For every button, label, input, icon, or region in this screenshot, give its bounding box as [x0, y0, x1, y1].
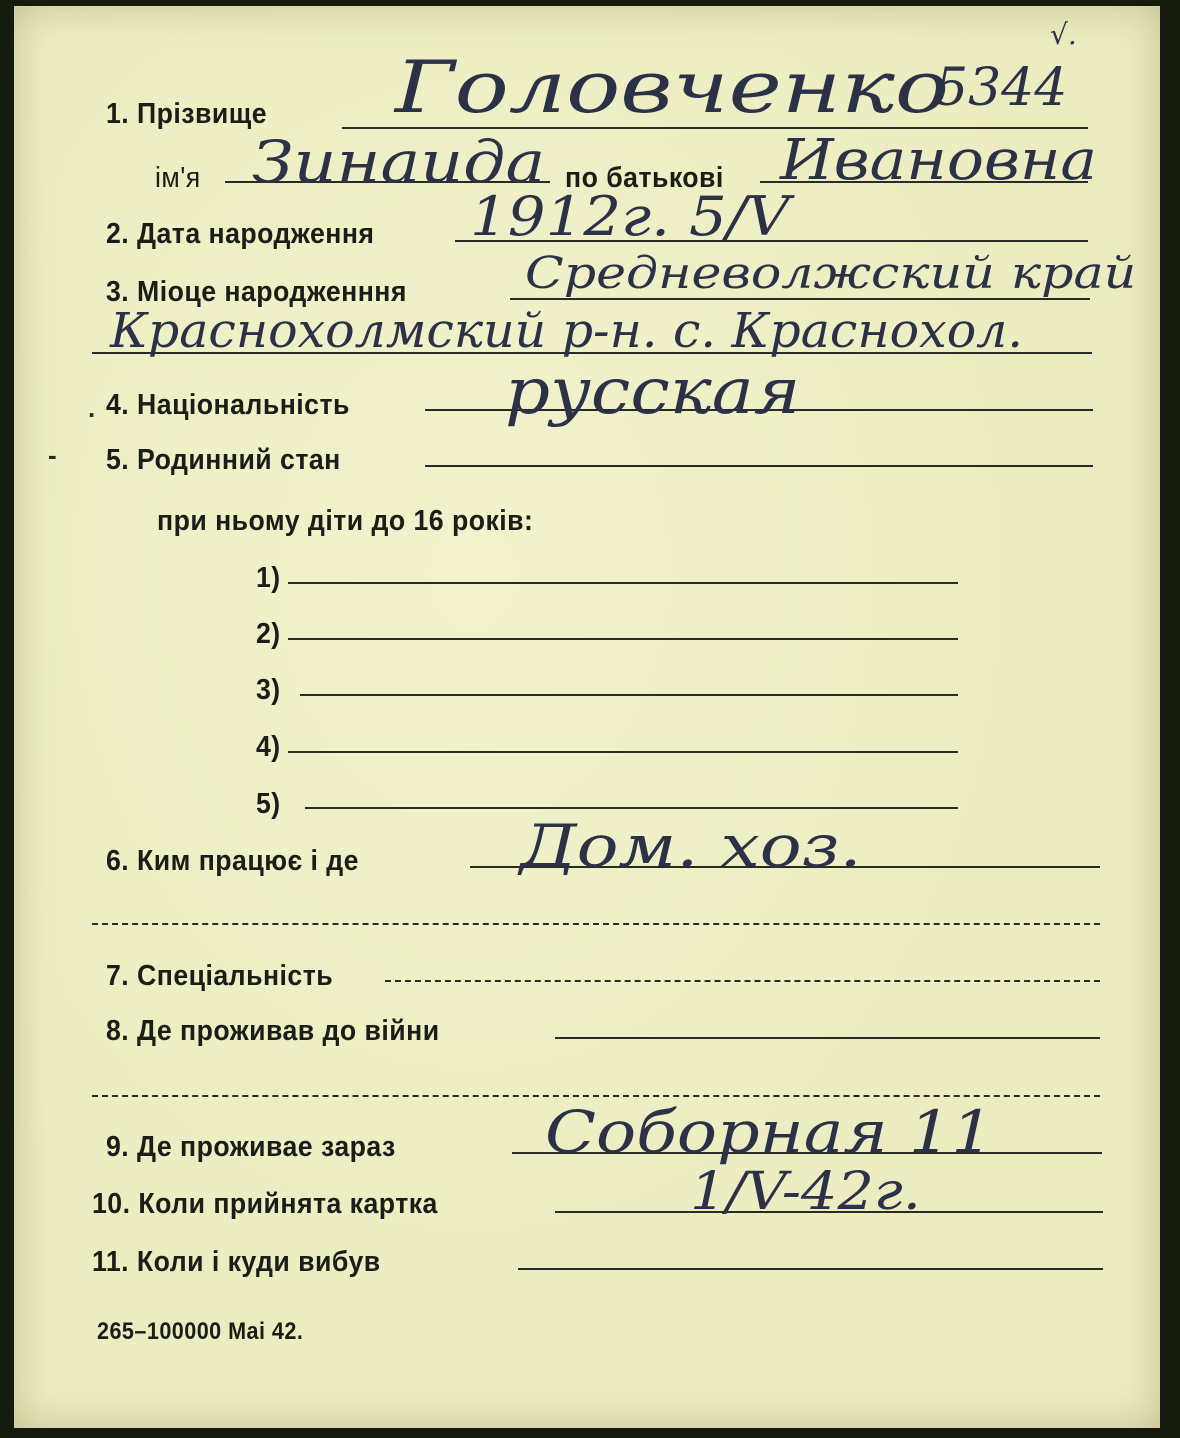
child-3-line — [300, 694, 958, 696]
field-9-label: 9. Де проживае зараз — [106, 1131, 396, 1163]
field-2-label: 2. Дата народження — [106, 218, 375, 250]
occupation-handwritten: Дом. хоз. — [520, 812, 862, 880]
field-10-label: 10. Коли прийнята картка — [92, 1188, 438, 1220]
field-11-label: 11. Коли і куди вибув — [92, 1246, 381, 1278]
field-6-line-2 — [92, 923, 1100, 925]
field-8-line — [555, 1037, 1100, 1039]
field-7-label: 7. Спеціальність — [106, 960, 334, 992]
print-code: 265–100000 Mai 42. — [97, 1318, 304, 1345]
field-5-label: 5. Родинний стан — [106, 444, 341, 476]
current-address-handwritten: Соборная 11 — [545, 1098, 994, 1166]
field-1-label: 1. Прізвище — [106, 98, 268, 130]
field-3-label: 3. Міоце народженння — [106, 276, 407, 308]
child-2-line — [288, 638, 958, 640]
card-date-handwritten: 1/V-42г. — [690, 1162, 921, 1222]
margin-dot: . — [88, 393, 96, 423]
patronymic-label: по батькові — [565, 162, 724, 194]
field-8-label: 8. Де проживав до війни — [106, 1015, 440, 1047]
child-5-label: 5) — [256, 788, 281, 820]
field-6-label: 6. Ким працює і де — [106, 845, 359, 877]
field-5-line — [425, 465, 1093, 467]
first-name-label: ім'я — [155, 162, 201, 194]
child-3-label: 3) — [256, 674, 281, 706]
field-8-line-2 — [92, 1095, 1100, 1097]
nationality-handwritten: русская — [505, 355, 801, 429]
child-1-label: 1) — [256, 562, 281, 594]
child-4-label: 4) — [256, 731, 281, 763]
birth-date-handwritten: 1912г. 5/V — [470, 185, 790, 248]
child-1-line — [288, 582, 958, 584]
child-4-line — [288, 751, 958, 753]
margin-dash: - — [48, 440, 57, 470]
child-2-label: 2) — [256, 618, 281, 650]
corner-mark: √. — [1050, 18, 1077, 51]
field-4-label: 4. Національність — [106, 389, 350, 421]
child-5-line — [305, 807, 958, 809]
birth-place-line2-handwritten: Краснохолмский р-н. с. Краснохол. — [110, 303, 1023, 359]
field-11-line — [518, 1268, 1103, 1270]
first-name-handwritten: Зинаида — [252, 128, 546, 196]
field-7-line — [385, 980, 1100, 982]
children-label: при ньому діти до 16 років: — [157, 505, 534, 537]
birth-place-line1-handwritten: Средневолжский край — [525, 248, 1137, 299]
card-number-handwritten: 5344 — [935, 58, 1068, 118]
surname-handwritten: Головченко — [395, 45, 950, 129]
patronymic-handwritten: Ивановна — [780, 128, 1098, 193]
